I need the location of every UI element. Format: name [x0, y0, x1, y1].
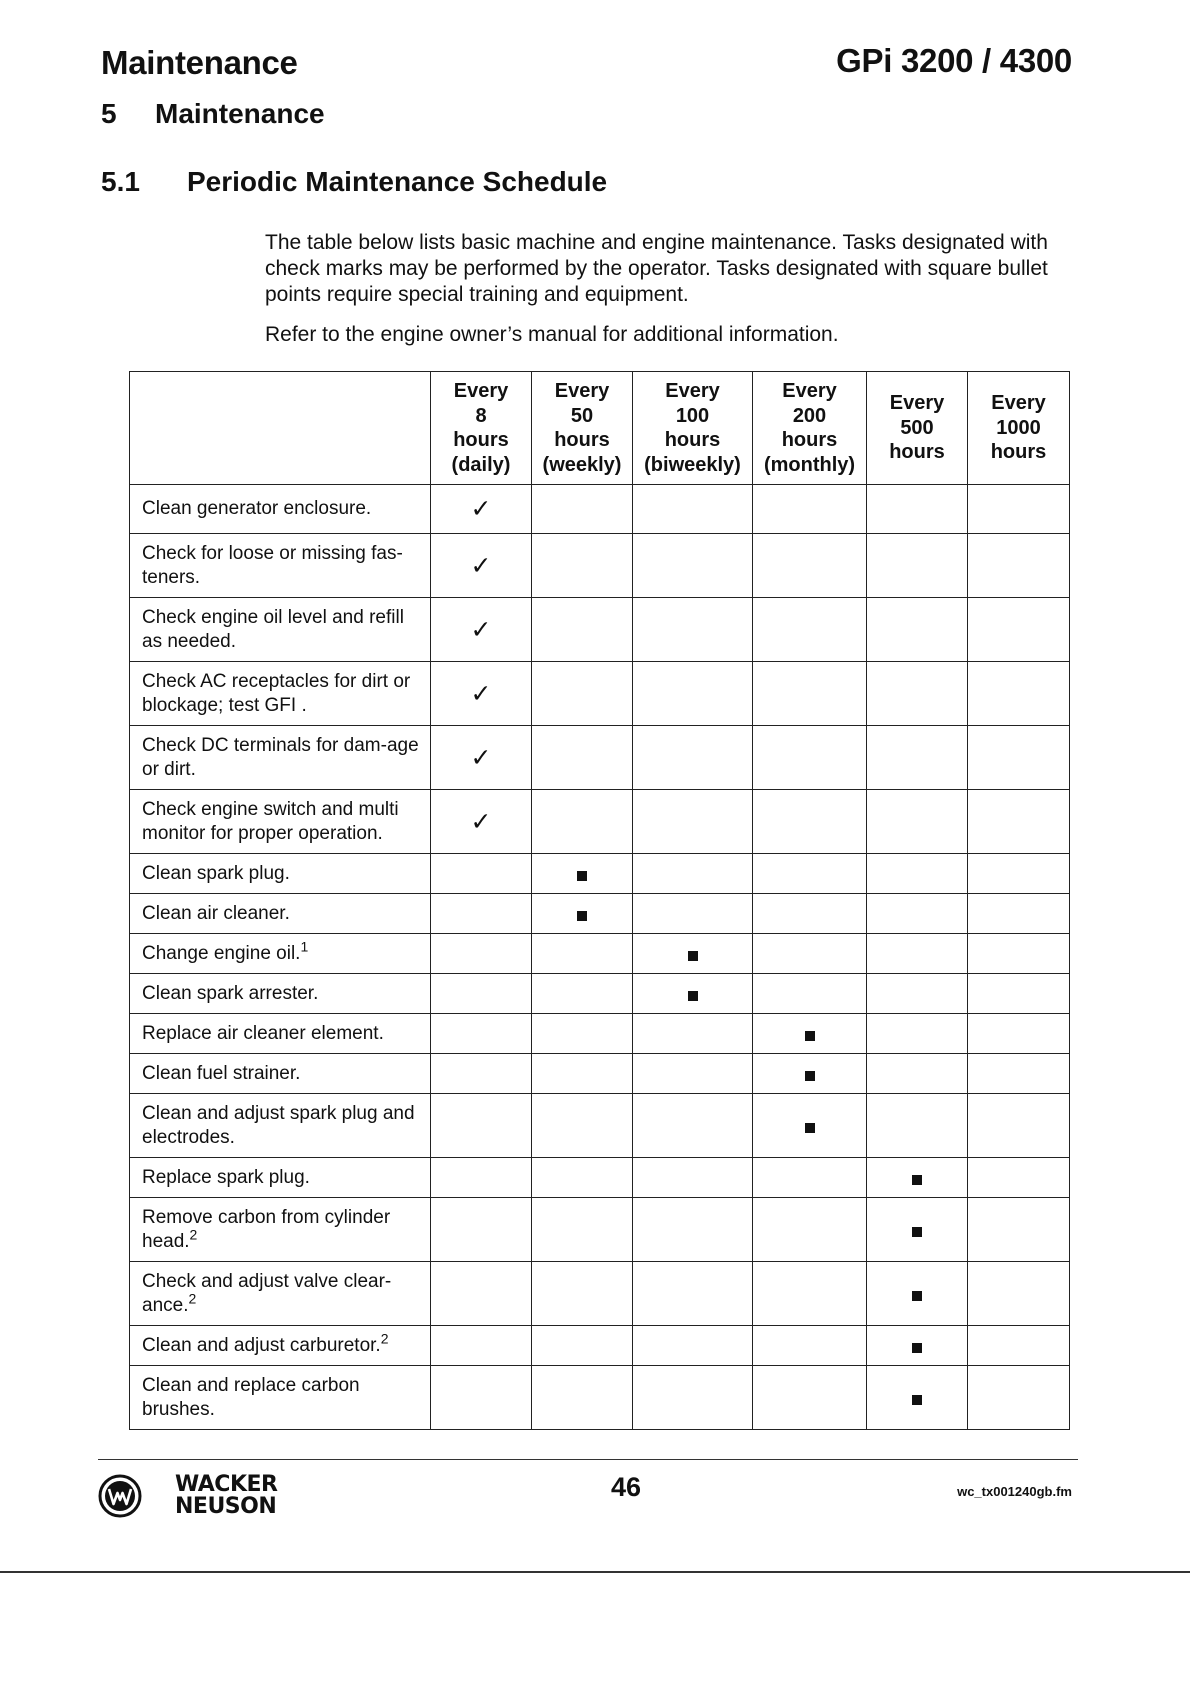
interval-cell [753, 662, 867, 726]
interval-cell [968, 662, 1070, 726]
interval-cell [968, 534, 1070, 598]
interval-cell [867, 726, 968, 790]
interval-cell [968, 1158, 1070, 1198]
interval-cell [532, 934, 633, 974]
intro-paragraph: The table below lists basic machine and engine maintenance. Tasks designated with check marks may be performed by the operator. Tasks designated with square bullet points require special training and equipment. [265, 231, 1048, 306]
interval-cell [867, 662, 968, 726]
interval-cell [532, 726, 633, 790]
interval-cell [633, 1054, 753, 1094]
square-bullet-icon [912, 1175, 922, 1185]
interval-cell [532, 534, 633, 598]
interval-cell [431, 854, 532, 894]
table-row [130, 1198, 1070, 1262]
table-row [130, 1158, 1070, 1198]
interval-cell [968, 894, 1070, 934]
interval-cell [532, 1158, 633, 1198]
interval-header-line: 100 [675, 404, 710, 427]
interval-cell [753, 1054, 867, 1094]
interval-cell [431, 894, 532, 934]
interval-cell [867, 1262, 968, 1326]
interval-header-line: 500 [900, 416, 934, 439]
interval-cell [633, 1158, 753, 1198]
interval-header-line: hours [664, 429, 721, 451]
table-row [130, 1054, 1070, 1094]
task-text: Check DC terminals for dam-age or dirt. [142, 734, 419, 780]
interval-cell [532, 790, 633, 854]
table-row [130, 894, 1070, 934]
interval-cell [431, 1158, 532, 1198]
square-bullet-icon [805, 1031, 815, 1041]
interval-cell [968, 934, 1070, 974]
interval-header-line: 200 [792, 404, 827, 427]
interval-cell [633, 894, 753, 934]
brand-line-2: NEUSON [175, 1494, 277, 1519]
task-text: Replace air cleaner element. [142, 1022, 384, 1044]
interval-header-line: Every [554, 380, 610, 402]
operator-checkmark-icon: ✓ [470, 806, 492, 836]
interval-cell [867, 1094, 968, 1158]
table-header-row [130, 372, 1070, 485]
task-cell [130, 1366, 431, 1430]
interval-cell [867, 534, 968, 598]
interval-header-line: Every [991, 392, 1046, 415]
interval-cell [532, 662, 633, 726]
interval-header-line: 1000 [996, 416, 1041, 439]
task-text: Clean and replace carbon brushes. [142, 1374, 360, 1420]
square-bullet-icon [912, 1291, 922, 1301]
operator-checkmark-icon: ✓ [470, 742, 492, 772]
task-text: Remove carbon from cylinder head. [142, 1206, 391, 1252]
interval-cell [532, 1326, 633, 1366]
interval-cell [753, 854, 867, 894]
interval-cell [633, 726, 753, 790]
interval-cell [532, 974, 633, 1014]
interval-cell [532, 598, 633, 662]
interval-cell [753, 934, 867, 974]
interval-cell [431, 934, 532, 974]
square-bullet-icon [912, 1395, 922, 1405]
interval-cell [867, 485, 968, 534]
interval-cell [431, 726, 532, 790]
table-row [130, 1366, 1070, 1430]
task-column-header [130, 372, 431, 485]
interval-cell [753, 894, 867, 934]
task-cell [130, 1014, 431, 1054]
interval-cell [968, 974, 1070, 1014]
task-text: Check for loose or missing fas-teners. [142, 542, 403, 588]
interval-cell [753, 974, 867, 1014]
task-text: Clean and adjust spark plug and electrodes. [142, 1102, 415, 1148]
interval-cell [532, 1198, 633, 1262]
interval-cell [633, 598, 753, 662]
interval-header-line: Every [665, 380, 720, 402]
interval-cell [532, 1094, 633, 1158]
scan-bottom-rule [0, 1571, 1190, 1573]
task-cell [130, 1158, 431, 1198]
operator-checkmark-icon: ✓ [470, 614, 492, 644]
interval-cell [867, 1014, 968, 1054]
interval-cell [633, 1198, 753, 1262]
table-row [130, 934, 1070, 974]
task-text: Clean fuel strainer. [142, 1062, 301, 1084]
task-text: Check engine oil level and refill as needed. [142, 606, 404, 652]
interval-cell [968, 598, 1070, 662]
interval-cell [633, 1014, 753, 1054]
intro-reference-note: Refer to the engine owner’s manual for additional information. [265, 323, 839, 346]
interval-cell [753, 1094, 867, 1158]
interval-cell [431, 790, 532, 854]
brand-line-1: WACKER [175, 1472, 278, 1497]
task-text: Clean air cleaner. [142, 902, 290, 924]
interval-cell [867, 1054, 968, 1094]
interval-header-line: hours [554, 429, 610, 451]
task-cell [130, 1262, 431, 1326]
interval-cell [431, 485, 532, 534]
task-text: Check and adjust valve clear-ance. [142, 1270, 392, 1316]
interval-cell [633, 1094, 753, 1158]
table-row [130, 974, 1070, 1014]
interval-header-line: hours [453, 429, 509, 451]
interval-cell [867, 790, 968, 854]
interval-cell [867, 854, 968, 894]
interval-cell [968, 1262, 1070, 1326]
page-number: 46 [610, 1472, 642, 1502]
interval-cell [633, 790, 753, 854]
task-text: Check engine switch and multi monitor for proper operation. [142, 798, 399, 844]
interval-column-header [753, 372, 867, 485]
table-body [130, 485, 1070, 1430]
interval-header-line: Every [453, 380, 509, 402]
interval-cell [633, 485, 753, 534]
interval-cell [633, 974, 753, 1014]
table-row [130, 790, 1070, 854]
maintenance-schedule-table [129, 371, 1070, 1430]
interval-cell [867, 934, 968, 974]
task-cell [130, 1054, 431, 1094]
interval-cell [431, 1366, 532, 1430]
table-row [130, 854, 1070, 894]
interval-cell [753, 790, 867, 854]
task-cell [130, 1094, 431, 1158]
interval-header-line: hours [889, 441, 945, 464]
operator-checkmark-icon: ✓ [470, 494, 492, 523]
task-text: Clean spark arrester. [142, 982, 319, 1004]
interval-cell [633, 1326, 753, 1366]
interval-header-line: 50 [570, 404, 594, 427]
task-cell [130, 726, 431, 790]
task-cell [130, 894, 431, 934]
interval-cell [633, 1366, 753, 1430]
interval-cell [431, 1094, 532, 1158]
interval-cell [968, 1198, 1070, 1262]
chapter-title: Maintenance [155, 98, 325, 129]
task-cell [130, 1326, 431, 1366]
footnote-reference: 2 [189, 1226, 198, 1243]
interval-cell [867, 1366, 968, 1430]
table-row [130, 662, 1070, 726]
square-bullet-icon [577, 911, 587, 921]
task-cell [130, 934, 431, 974]
interval-cell [968, 1326, 1070, 1366]
interval-cell [532, 1366, 633, 1430]
interval-cell [633, 662, 753, 726]
interval-cell [431, 974, 532, 1014]
running-header-section: Maintenance [101, 44, 298, 81]
interval-column-header [867, 372, 968, 485]
operator-checkmark-icon: ✓ [470, 550, 492, 580]
interval-cell [431, 1054, 532, 1094]
task-cell [130, 790, 431, 854]
square-bullet-icon [805, 1123, 815, 1133]
table-row [130, 1014, 1070, 1054]
interval-cell [753, 1158, 867, 1198]
chapter-number: 5 [101, 98, 117, 129]
interval-cell [633, 934, 753, 974]
interval-cell [431, 598, 532, 662]
interval-cell [753, 1262, 867, 1326]
interval-cell [968, 1014, 1070, 1054]
interval-cell [753, 1198, 867, 1262]
table-row [130, 485, 1070, 534]
interval-cell [867, 598, 968, 662]
square-bullet-icon [805, 1071, 815, 1081]
interval-cell [753, 1366, 867, 1430]
interval-cell [633, 854, 753, 894]
interval-header-line: (daily) [451, 453, 511, 476]
table-row [130, 726, 1070, 790]
task-text: Check AC receptacles for dirt or blockage; test GFI . [142, 670, 411, 716]
chapter-heading [101, 98, 325, 130]
interval-cell [968, 1054, 1070, 1094]
interval-cell [753, 598, 867, 662]
task-text: Clean and adjust carburetor. [142, 1334, 381, 1356]
interval-header-line: hours [990, 441, 1047, 464]
interval-cell [753, 534, 867, 598]
task-text: Clean spark plug. [142, 862, 290, 884]
interval-cell [532, 1054, 633, 1094]
interval-cell [867, 1158, 968, 1198]
interval-cell [867, 1326, 968, 1366]
section-title: Periodic Maintenance Schedule [187, 166, 608, 197]
footnote-reference: 1 [300, 938, 309, 955]
footnote-reference: 2 [188, 1290, 197, 1307]
task-text: Clean generator enclosure. [142, 498, 372, 519]
interval-cell [532, 1014, 633, 1054]
interval-cell [968, 1366, 1070, 1430]
table-row [130, 1094, 1070, 1158]
interval-cell [968, 854, 1070, 894]
footer-divider [98, 1459, 1078, 1460]
interval-cell [968, 1094, 1070, 1158]
interval-cell [431, 1198, 532, 1262]
section-number: 5.1 [101, 166, 140, 197]
task-cell [130, 974, 431, 1014]
table-row [130, 534, 1070, 598]
task-cell [130, 534, 431, 598]
square-bullet-icon [912, 1343, 922, 1353]
interval-header-line: Every [782, 380, 837, 402]
interval-cell [431, 662, 532, 726]
interval-cell [431, 1326, 532, 1366]
interval-header-line: 8 [475, 404, 487, 427]
table-row [130, 1326, 1070, 1366]
footnote-reference: 2 [380, 1330, 389, 1347]
table-row [130, 598, 1070, 662]
square-bullet-icon [912, 1227, 922, 1237]
interval-cell [753, 485, 867, 534]
interval-header-line: (biweekly) [644, 453, 741, 476]
task-cell [130, 598, 431, 662]
task-text: Replace spark plug. [142, 1166, 310, 1188]
interval-header-line: (weekly) [542, 453, 622, 476]
section-heading [101, 166, 607, 198]
interval-cell [532, 485, 633, 534]
operator-checkmark-icon: ✓ [470, 678, 492, 708]
square-bullet-icon [688, 951, 698, 961]
interval-cell [867, 894, 968, 934]
interval-cell [753, 726, 867, 790]
interval-cell [431, 1262, 532, 1326]
interval-cell [532, 894, 633, 934]
interval-header-line: hours [781, 429, 838, 451]
interval-cell [968, 485, 1070, 534]
interval-column-header [532, 372, 633, 485]
interval-cell [753, 1326, 867, 1366]
interval-cell [867, 974, 968, 1014]
square-bullet-icon [577, 871, 587, 881]
interval-cell [633, 1262, 753, 1326]
interval-cell [431, 1014, 532, 1054]
interval-cell [431, 534, 532, 598]
running-header-model: GPi 3200 / 4300 [836, 42, 1072, 79]
source-filename: wc_tx001240gb.fm [957, 1484, 1072, 1499]
task-text: Change engine oil. [142, 942, 301, 964]
task-cell [130, 854, 431, 894]
interval-column-header [633, 372, 753, 485]
interval-header-line: Every [889, 392, 945, 415]
task-cell [130, 1198, 431, 1262]
interval-column-header [431, 372, 532, 485]
interval-cell [968, 790, 1070, 854]
task-cell [130, 662, 431, 726]
task-cell [130, 485, 431, 534]
interval-cell [753, 1014, 867, 1054]
interval-column-header [968, 372, 1070, 485]
interval-cell [633, 534, 753, 598]
square-bullet-icon [688, 991, 698, 1001]
interval-cell [867, 1198, 968, 1262]
interval-cell [968, 726, 1070, 790]
interval-cell [532, 854, 633, 894]
table-row [130, 1262, 1070, 1326]
interval-cell [532, 1262, 633, 1326]
interval-header-line: (monthly) [763, 453, 856, 476]
